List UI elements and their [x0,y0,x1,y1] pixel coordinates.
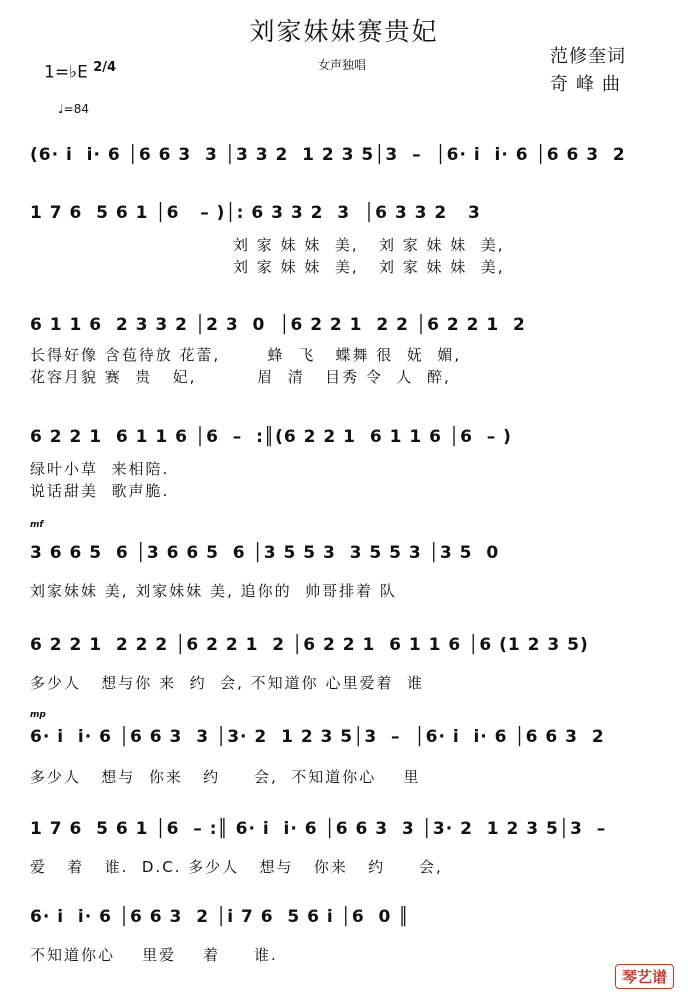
key-label: 1=♭E [44,62,88,83]
lyric-verse-1: 爱 着 谁. D.C. 多少人 想与 你来 约 会, [30,858,443,876]
dynamic-marking: mf [30,520,44,530]
lyric-verse-1: 不知道你心 里爱 着 谁. [30,946,278,964]
lyricist-credit: 范修奎词 [550,46,626,67]
notation-line: 1 7 6 5 6 1 │6 – :║ 6· i i· 6 │6 6 3 3 │3· 2 1 2 3 5│3 – [30,819,607,839]
score-system-5 [30,520,666,602]
score-system-1 [30,142,666,168]
key-signature [44,60,116,83]
notation-line: (6· i i· 6 │6 6 3 3 │3 3 2 1 2 3 5│3 – │6· i i· 6 │6 6 3 2 [30,145,626,165]
notation-line: 6· i i· 6 │6 6 3 3 │3· 2 1 2 3 5│3 – │6· i i· 6 │6 6 3 2 [30,727,605,747]
dynamic-marking: mp [30,710,46,720]
lyric-verse-1: 刘家妹妹 美, 刘家妹妹 美, 追你的 帅哥排着 队 [30,582,397,600]
score-system-9 [30,904,666,966]
notation-line: 6 2 2 1 6 1 1 6 │6 – :║(6 2 2 1 6 1 1 6 │6 – ) [30,427,512,447]
score-system-8 [30,816,666,878]
song-title: 刘家妹妹赛贵妃 [249,17,439,46]
lyric-verse-2: 说话甜美 歌声脆. [30,482,170,500]
notation-line: 6 2 2 1 2 2 2 │6 2 2 1 2 │6 2 2 1 6 1 1 6 │6 (1 2 3 5) [30,635,589,655]
lyric-verse-2: 花容月貌 赛 贵 妃, 眉 清 目秀 令 人 醉, [30,368,451,386]
lyric-verse-1: 刘 家 妹 妹 美, 刘 家 妹 妹 美, [30,236,505,254]
performance-type: 女声独唱 [318,58,367,72]
watermark-logo: 琴艺谱 [615,964,674,989]
lyric-verse-1: 绿叶小草 来相陪. [30,460,170,478]
lyric-verse-1: 多少人 想与你 来 约 会, 不知道你 心里爱着 谁 [30,674,424,692]
tempo-marking: ♩=84 [58,102,89,116]
lyric-verse-1: 多少人 想与 你来 约 会, 不知道你心 里 [30,768,421,786]
score-system-3 [30,312,666,388]
score-system-4 [30,424,666,502]
notation-line: 6 1 1 6 2 3 3 2 │2 3 0 │6 2 2 1 2 2 │6 2 2 1 2 [30,315,526,335]
notation-line: 3 6 6 5 6 │3 6 6 5 6 │3 5 5 3 3 5 5 3 │3 5 0 [30,543,500,563]
lyric-verse-2: 刘 家 妹 妹 美, 刘 家 妹 妹 美, [30,258,505,276]
notation-line: 1 7 6 5 6 1 │6 – )│: 6 3 3 2 3 │6 3 3 2 3 [30,203,481,223]
score-system-2 [30,200,666,278]
notation-line: 6· i i· 6 │6 6 3 2 │i 7 6 5 6 i │6 0 ║ [30,907,410,927]
time-signature: 2/4 [93,60,117,75]
composer-credit: 奇峰曲 [550,74,628,95]
score-system-6 [30,632,666,694]
lyric-verse-1: 长得好像 含苞待放 花蕾, 蜂 飞 蝶舞 很 妩 媚, [30,346,462,364]
score-system-7 [30,710,666,788]
